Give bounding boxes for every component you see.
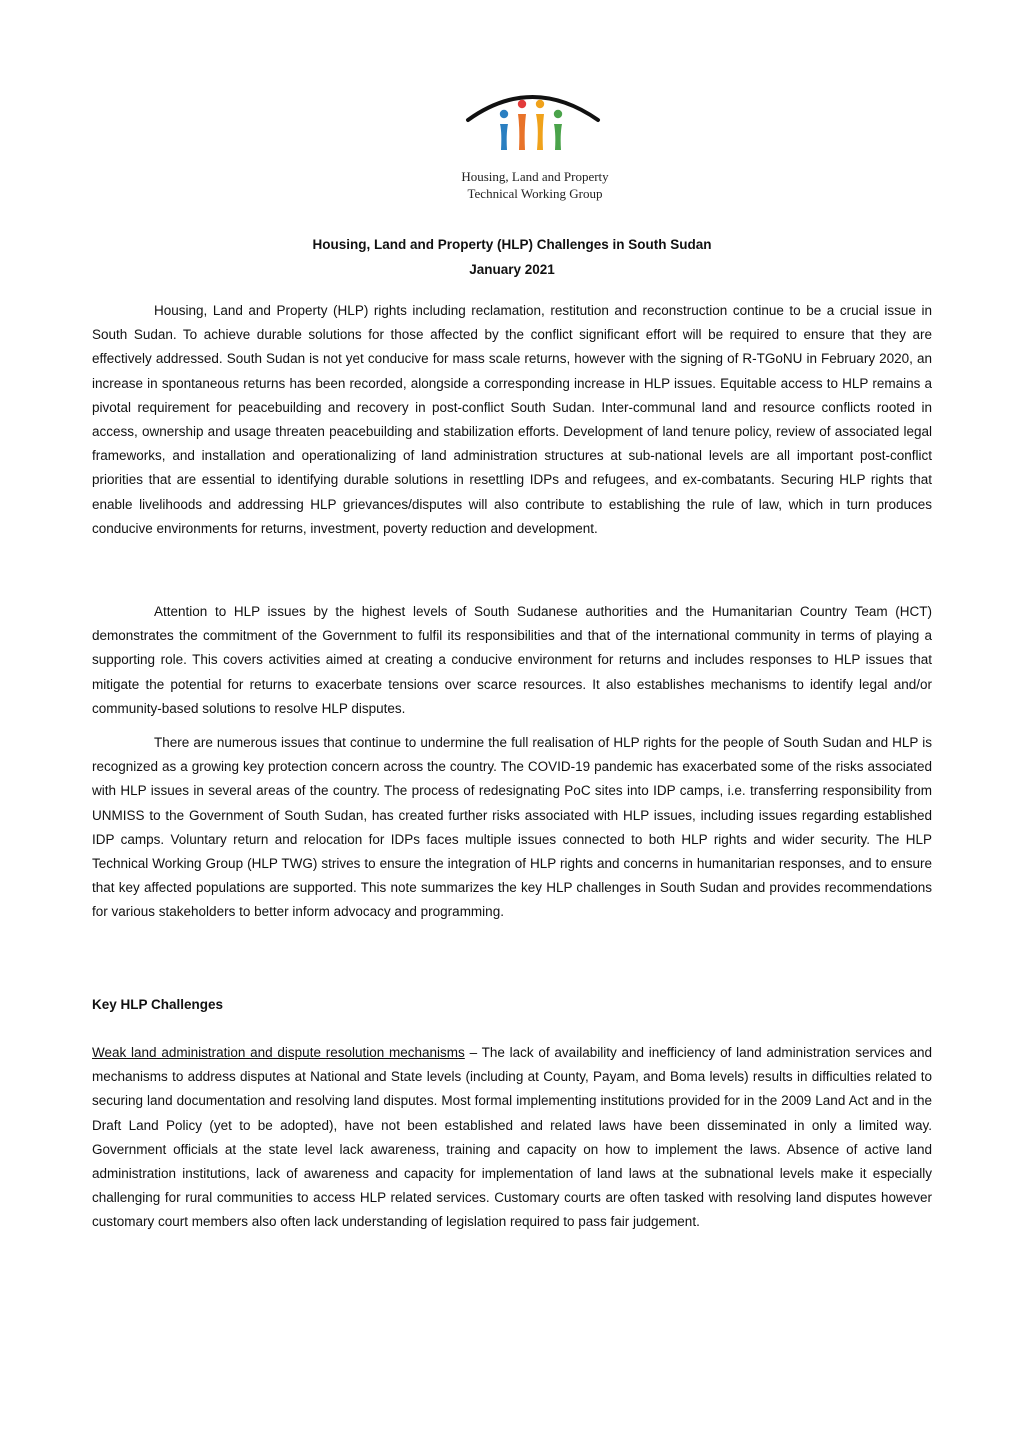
- section-heading: Key HLP Challenges: [92, 997, 224, 1012]
- people-arc-icon: [440, 84, 630, 164]
- logo-line-2: Technical Working Group: [467, 186, 603, 201]
- hlp-twg-logo: [440, 84, 630, 214]
- document-date: January 2021: [469, 262, 555, 277]
- document-title-block: [92, 232, 932, 282]
- figure-green-icon: [554, 110, 562, 118]
- figure-yellow-icon: [536, 100, 544, 108]
- paragraph-text: Housing, Land and Property (HLP) rights including reclamation, restitution and reconstruction continue to be a crucial issue in South Sudan. To achieve durable solutions for those affected by the conflict significant effort will be required to ensure that they are effectively addressed. South Sudan is not yet conducive for mass scale returns, however with the signing of R-TGoNU in February 2020, an increase in spontaneous returns has been recorded, alongside a corresponding increase in HLP issues. Equitable access to HLP remains a pivotal requirement for peacebuilding and recovery in post-conflict South Sudan. Inter-communal land and resource conflicts rooted in access, ownership and usage threaten peacebuilding and stabilization efforts. Development of land tenure policy, review of associated legal frameworks, and installation and operationalizing of land administration structures at sub-national levels are all important post-conflict priorities that are essential to identifying durable solutions in resettling IDPs and refugees, and ex-combatants. Securing HLP rights that enable livelihoods and addressing HLP grievances/disputes will also contribute to establishing the rule of law, which in turn produces conducive environments for returns, investment, poverty reduction and development.: [92, 303, 932, 536]
- paragraph-text: There are numerous issues that continue to undermine the full realisation of HLP rights for the people of South Sudan and HLP is recognized as a growing key protection concern across the country. The COVID-19 pandemic has exacerbated some of the risks associated with HLP issues in several areas of the country. The process of redesignating PoC sites into IDP camps, i.e. transferring responsibility from UNMISS to the Government of South Sudan, has created further risks associated with HLP issues, including issues regarding established IDP camps. Voluntary return and relocation for IDPs faces multiple issues connected to both HLP rights and wider security. The HLP Technical Working Group (HLP TWG) strives to ensure the integration of HLP rights and concerns in humanitarian responses, and to ensure that key affected populations are supported. This note summarizes the key HLP challenges in South Sudan and provides recommendations for various stakeholders to better inform advocacy and programming.: [92, 735, 932, 920]
- paragraph-weak-land-administration: [92, 1041, 932, 1235]
- challenge-title: Weak land administration and dispute resolution mechanisms: [92, 1045, 465, 1060]
- figure-blue-icon: [500, 110, 508, 118]
- document-title: Housing, Land and Property (HLP) Challenges in South Sudan: [312, 237, 712, 252]
- paragraph-attention: [92, 600, 932, 721]
- logo-text: [440, 168, 630, 202]
- logo-line-1: Housing, Land and Property: [461, 169, 609, 184]
- paragraph-text: [92, 1041, 932, 1235]
- paragraph-text: Attention to HLP issues by the highest levels of South Sudanese authorities and the Humanitarian Country Team (HCT) demonstrates the commitment of the Government to fulfil its responsibilities and that of the international community in terms of playing a supporting role. This covers activities aimed at creating a conducive environment for returns and includes responses to HLP issues that mitigate the potential for returns to exacerbate tensions over scarce resources. It also establishes mechanisms to identify legal and/or community-based solutions to resolve HLP disputes.: [92, 604, 932, 716]
- figure-red-icon: [518, 100, 526, 108]
- paragraph-issues: [92, 731, 932, 925]
- paragraph-intro: [92, 299, 932, 541]
- challenge-text: – The lack of availability and inefficiency of land administration services and mechanisms to address disputes at National and State levels (including at County, Payam, and Boma levels) results in difficulties related to securing land documentation and resolving land disputes. Most formal implementing institutions provided for in the 2009 Land Act and in the Draft Land Policy (yet to be adopted), have not been established and related laws have been disseminated in only a limited way. Government officials at the state level lack awareness, training and capacity on how to implement the laws. Absence of active land administration institutions, lack of awareness and capacity for implementation of land laws at the subnational levels make it especially challenging for rural communities to access HLP related services. Customary courts are often tasked with resolving land disputes however customary court members also often lack understanding of legislation required to pass fair judgement.: [92, 1045, 932, 1230]
